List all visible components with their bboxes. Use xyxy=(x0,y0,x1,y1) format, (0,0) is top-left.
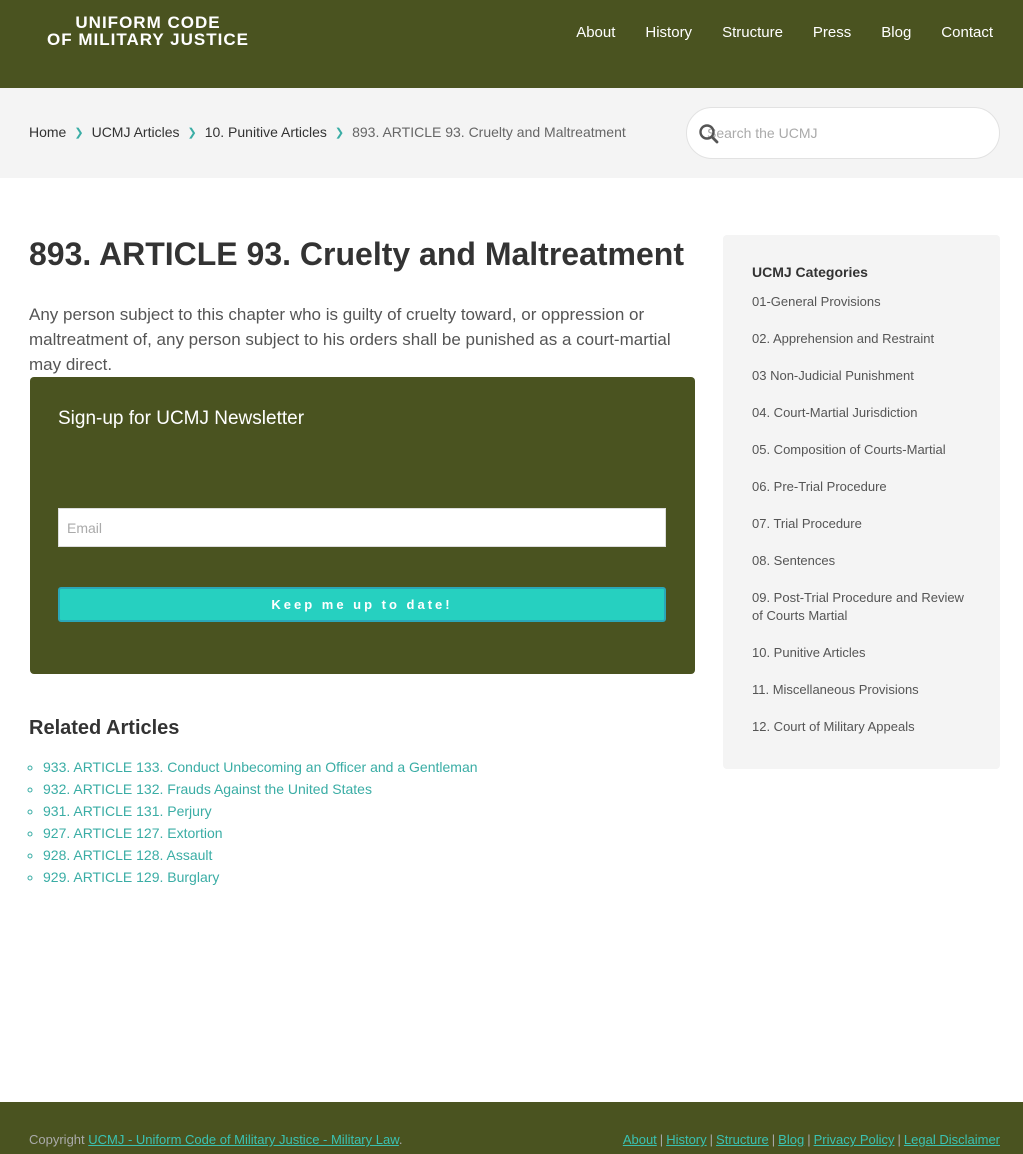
nav-contact[interactable]: Contact xyxy=(941,24,993,41)
footer-link-blog[interactable]: Blog xyxy=(778,1132,805,1147)
chevron-right-icon: ❯ xyxy=(187,126,197,139)
list-item xyxy=(752,293,977,311)
list-item xyxy=(752,367,977,385)
category-link[interactable]: 01-General Provisions xyxy=(752,294,881,309)
list-item xyxy=(43,822,478,844)
article-body: Any person subject to this chapter who is guilty of cruelty toward, or oppression or maltreatment of, any person subject to his orders shall be punished as a court-martial may direct. xyxy=(29,305,671,374)
breadcrumb-bar xyxy=(0,88,1023,178)
footer-separator: | xyxy=(771,1132,776,1147)
nav-press[interactable]: Press xyxy=(812,24,852,41)
list-item xyxy=(752,404,977,422)
footer-links xyxy=(623,1132,1000,1147)
copyright-link[interactable]: UCMJ - Uniform Code of Military Justice - Military Law xyxy=(88,1132,399,1147)
category-link[interactable]: 12. Court of Military Appeals xyxy=(752,719,915,734)
category-link[interactable]: 02. Apprehension and Restraint xyxy=(752,331,935,346)
related-article-link[interactable]: 932. ARTICLE 132. Frauds Against the United States xyxy=(43,781,372,797)
search-input[interactable] xyxy=(687,108,999,158)
footer-link-legal-disclaimer[interactable]: Legal Disclaimer xyxy=(903,1132,1000,1147)
category-link[interactable]: 10. Punitive Articles xyxy=(752,645,866,660)
list-item xyxy=(752,644,977,662)
copyright xyxy=(29,1132,403,1147)
subscribe-button[interactable]: Keep me up to date! xyxy=(58,587,666,622)
footer-link-privacy-policy[interactable]: Privacy Policy xyxy=(813,1132,895,1147)
category-link[interactable]: 09. Post-Trial Procedure and Review of Courts Martial xyxy=(752,590,964,623)
breadcrumb-ucmj-articles[interactable]: UCMJ Articles xyxy=(91,124,180,140)
category-link[interactable]: 03 Non-Judicial Punishment xyxy=(752,368,914,383)
search-box xyxy=(686,107,1000,159)
category-link[interactable]: 07. Trial Procedure xyxy=(752,516,862,531)
related-article-link[interactable]: 929. ARTICLE 129. Burglary xyxy=(43,869,220,885)
chevron-right-icon: ❯ xyxy=(334,126,345,139)
categories-list xyxy=(752,293,977,755)
list-item xyxy=(752,552,977,570)
list-item xyxy=(752,681,977,699)
category-link[interactable]: 05. Composition of Courts-Martial xyxy=(752,442,946,457)
footer-separator: | xyxy=(897,1132,901,1147)
list-item xyxy=(43,778,478,800)
list-item xyxy=(43,866,478,888)
email-field[interactable] xyxy=(58,508,666,547)
footer-separator: | xyxy=(659,1132,664,1147)
related-article-link[interactable]: 931. ARTICLE 131. Perjury xyxy=(43,803,212,819)
footer-link-history[interactable]: History xyxy=(666,1132,707,1147)
main-nav xyxy=(546,24,993,42)
category-link[interactable]: 06. Pre-Trial Procedure xyxy=(752,479,887,494)
copyright-label: Copyright xyxy=(29,1132,85,1147)
list-item xyxy=(43,756,478,778)
list-item xyxy=(752,515,977,533)
footer-separator: | xyxy=(807,1132,811,1147)
category-link[interactable]: 11. Miscellaneous Provisions xyxy=(752,682,919,697)
footer-separator: | xyxy=(709,1132,714,1147)
category-link[interactable]: 04. Court-Martial Jurisdiction xyxy=(752,405,918,420)
breadcrumb xyxy=(29,124,626,140)
newsletter-box xyxy=(30,377,695,674)
related-article-link[interactable]: 927. ARTICLE 127. Extortion xyxy=(43,825,223,841)
related-article-link[interactable]: 933. ARTICLE 133. Conduct Unbecoming an Officer and a Gentleman xyxy=(43,759,478,775)
nav-blog[interactable]: Blog xyxy=(881,24,912,41)
breadcrumb-home[interactable]: Home xyxy=(29,124,67,140)
nav-structure[interactable]: Structure xyxy=(722,24,783,41)
list-item xyxy=(752,330,977,348)
related-articles-title: Related Articles xyxy=(29,717,180,739)
breadcrumb-punitive-articles[interactable]: 10. Punitive Articles xyxy=(204,124,327,140)
footer-link-structure[interactable]: Structure xyxy=(716,1132,769,1147)
categories-sidebar xyxy=(723,235,1000,769)
page-title: 893. ARTICLE 93. Cruelty and Maltreatment xyxy=(29,236,684,272)
nav-history[interactable]: History xyxy=(645,24,693,41)
list-item xyxy=(43,800,478,822)
category-link[interactable]: 08. Sentences xyxy=(752,553,836,568)
list-item xyxy=(752,441,977,459)
related-articles-list xyxy=(43,756,478,888)
footer-link-about[interactable]: About xyxy=(622,1132,657,1147)
site-logo[interactable] xyxy=(38,14,258,48)
nav-about[interactable]: About xyxy=(576,24,616,41)
chevron-right-icon: ❯ xyxy=(74,126,84,139)
search-icon[interactable] xyxy=(698,123,720,145)
newsletter-title: Sign-up for UCMJ Newsletter xyxy=(58,408,305,429)
logo-line-2: OF MILITARY JUSTICE xyxy=(47,30,249,49)
copyright-end: . xyxy=(398,1132,403,1147)
list-item xyxy=(43,844,478,866)
site-footer xyxy=(0,1102,1023,1154)
list-item xyxy=(752,718,977,736)
sidebar-title: UCMJ Categories xyxy=(752,264,868,280)
related-article-link[interactable]: 928. ARTICLE 128. Assault xyxy=(43,847,213,863)
breadcrumb-current: 893. ARTICLE 93. Cruelty and Maltreatment xyxy=(352,124,626,140)
list-item xyxy=(752,478,977,496)
site-header xyxy=(0,0,1023,88)
list-item xyxy=(752,589,977,625)
logo-line-1: UNIFORM CODE xyxy=(75,13,221,32)
